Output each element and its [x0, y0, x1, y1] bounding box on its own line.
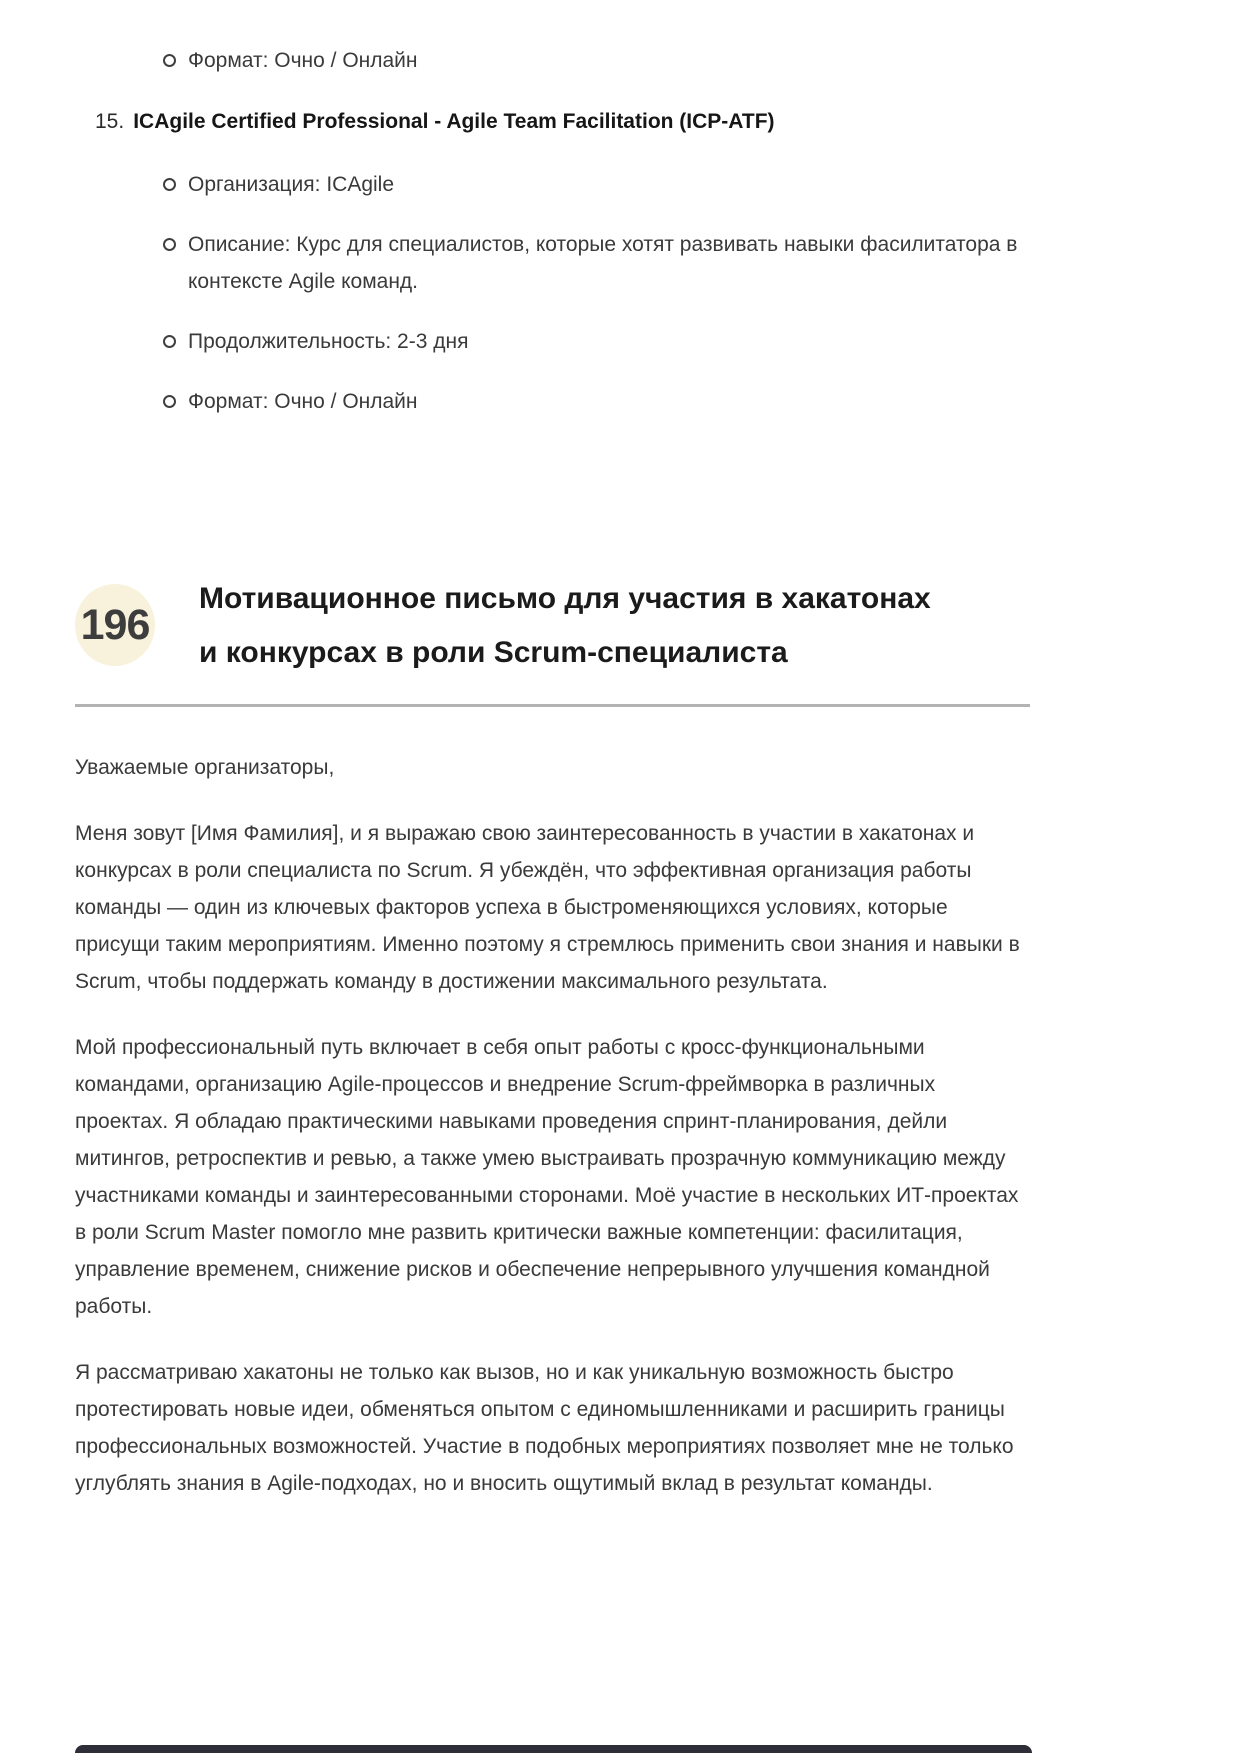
letter-paragraph: Меня зовут [Имя Фамилия], и я выражаю свою заинтересованность в участии в хакатонах и конкурсах в роли специалиста по Scrum. Я убеждён, что эффективная организация работы команды — один из ключевых факторов успеха в быстроменяющихся условиях, которые присущи таким мероприятиям. Именно поэтому я стремлюсь применить свои знания и навыки в Scrum, чтобы поддержать команду в достижении максимального результата. [75, 822, 1020, 993]
list-item [163, 226, 1030, 300]
bullet-label: Формат: Очно / Онлайн [188, 49, 418, 72]
list-item [163, 323, 1030, 360]
course-item-15 [75, 103, 1030, 140]
letter-salutation: Уважаемые организаторы, [75, 756, 335, 779]
list-item [163, 383, 1030, 420]
course-item-details-list [75, 166, 1030, 420]
section-header [75, 572, 1030, 680]
bullet-label: Продолжительность: 2-3 дня [188, 330, 469, 353]
bullet-label: Описание: Курс для специалистов, которые хотят развивать навыки фасилитатора в контексте Agile команд. [188, 233, 1018, 293]
section-title-line1: Мотивационное письмо для участия в хакатонах [199, 582, 931, 615]
letter-paragraph: Я рассматриваю хакатоны не только как вызов, но и как уникальную возможность быстро протестировать новые идеи, обменяться опытом с единомышленниками и расширить границы профессиональных возможностей. Участие в подобных мероприятиях позволяет мне не только углублять знания в Agile-подходах, но и вносить ощутимый вклад в результат команды. [75, 1361, 1014, 1495]
letter-body [75, 749, 1025, 1502]
bullet-circle-icon [163, 178, 176, 191]
section-title [199, 572, 931, 680]
letter-paragraph: Мой профессиональный путь включает в себя опыт работы с кросс-функциональными командами, организацию Agile-процессов и внедрение Scrum-фреймворка в различных проектах. Я обладаю практическими навыками проведения спринт-планирования, дейли митингов, ретроспектив и ревью, а также умею выстраивать прозрачную коммуникацию между участниками команды и заинтересованными сторонами. Моё участие в нескольких ИТ-проектах в роли Scrum Master помогло мне развить критически важные компетенции: фасилитация, управление временем, снижение рисков и обеспечение непрерывного улучшения командной работы. [75, 1036, 1019, 1318]
section-number-badge [75, 584, 155, 666]
course-item-number: 15. [95, 110, 125, 133]
bullet-circle-icon [163, 395, 176, 408]
next-block-edge [75, 1745, 1032, 1753]
document-content [75, 42, 1030, 1502]
bullet-circle-icon [163, 238, 176, 251]
list-item [163, 166, 1030, 203]
bullet-label: Организация: ICAgile [188, 173, 395, 196]
section-divider [75, 704, 1030, 707]
previous-item-bullet-list [75, 42, 1030, 79]
list-item [163, 42, 1030, 79]
bullet-circle-icon [163, 54, 176, 67]
bullet-circle-icon [163, 335, 176, 348]
bullet-label: Формат: Очно / Онлайн [188, 390, 418, 413]
course-item-title: ICAgile Certified Professional - Agile Team Facilitation (ICP-ATF) [133, 110, 775, 133]
section-title-line2: и конкурсах в роли Scrum-специалиста [199, 636, 788, 669]
section-number: 196 [80, 600, 150, 649]
